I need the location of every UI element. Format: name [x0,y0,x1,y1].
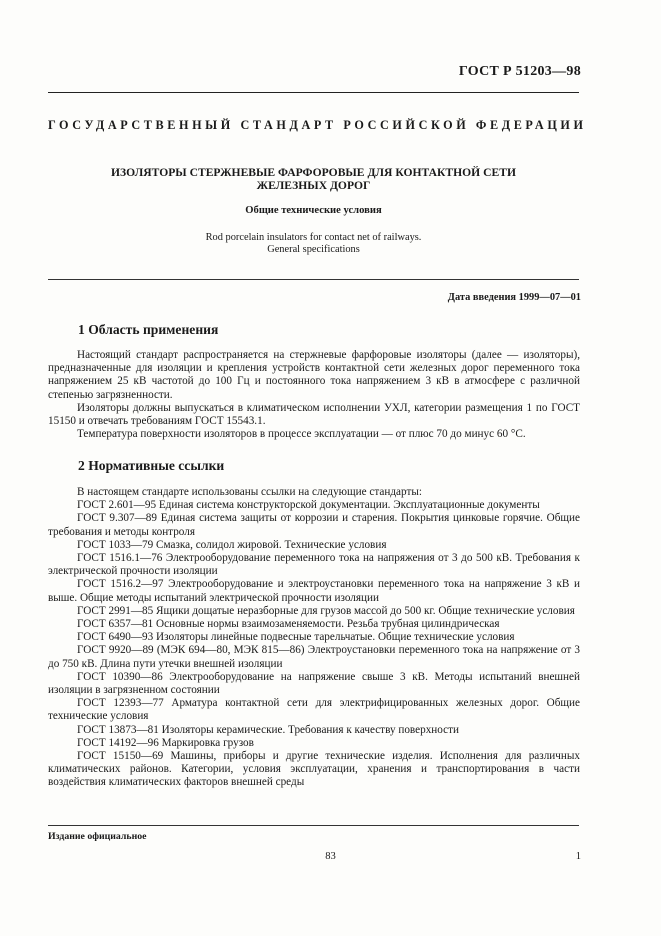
reference-item: ГОСТ 6357—81 Основные нормы взаимозаменяемости. Резьба трубная цилиндрическая [77,618,500,631]
section-1-heading: 1 Область применения [78,322,219,337]
document-title [48,166,579,192]
section-1-paragraph: Настоящий стандарт распространяется на стержневые фарфоровые изоляторы (далее — изоляторы), предназначенные для изоляции и крепления устройств контактной сети железных дорог переменного тока напряжением 25 кВ частотой до 100 Гц и постоянного тока напряжением 3 кВ в атмосфере с различной степенью загрязненности. [48,349,580,401]
reference-item: ГОСТ 9.307—89 Единая система защиты от коррозии и старения. Покрытия цинковые горячие. Общие требования и методы контроля [48,512,580,538]
section-1-paragraph: Температура поверхности изоляторов в процессе эксплуатации — от плюс 70 до минус 60 °С. [77,428,526,441]
gost-code: ГОСТ Р 51203—98 [458,64,581,79]
reference-item: ГОСТ 13873—81 Изоляторы керамические. Требования к качеству поверхности [77,723,460,736]
reference-item: ГОСТ 6490—93 Изоляторы линейные подвесные тарельчатые. Общие технические условия [77,631,515,644]
references-lead: В настоящем стандарте использованы ссылки на следующие стандарты: [77,486,422,498]
english-title-line2: General specifications [267,244,360,255]
normative-references-list [48,486,580,790]
reference-item: ГОСТ 1516.2—97 Электрооборудование и электроустановки переменного тока на напряжение 3 кВ и выше. Общие методы испытаний электрической прочности изоляции [48,578,580,604]
reference-item: ГОСТ 2.601—95 Единая система конструкторской документации. Эксплуатационные документы [77,499,540,512]
reference-item: ГОСТ 9920—89 (МЭК 694—80, МЭК 815—86) Электроустановки переменного тока на напряжение от 3 до 750 кВ. Длина пути утечки внешней изоляции [48,644,580,670]
reference-item: ГОСТ 12393—77 Арматура контактной сети для электрифицированных железных дорог. Общие технические условия [48,697,580,723]
page-number: 83 [325,851,336,862]
reference-item: ГОСТ 1033—79 Смазка, солидол жировой. Технические условия [77,538,387,551]
document-subtitle: Общие технические условия [245,205,382,216]
reference-item: ГОСТ 2991—85 Ящики дощатые неразборные для грузов массой до 500 кг. Общие технические условия [77,604,575,617]
english-title [48,232,579,256]
document-title-line2: ЖЕЛЕЗНЫХ ДОРОГ [256,179,371,192]
state-standard-title: ГОСУДАРСТВЕННЫЙ СТАНДАРТ РОССИЙСКОЙ ФЕДЕРАЦИИ [48,118,587,132]
official-edition-label: Издание официальное [48,831,147,842]
reference-item: ГОСТ 15150—69 Машины, приборы и другие технические изделия. Исполнения для различных климатических районов. Категории, условия эксплуатации, хранения и транспортирования в части воздействия климатических факторов внешней среды [48,750,580,789]
section-1-body [48,349,580,441]
title-rule [48,279,579,280]
reference-item: ГОСТ 10390—86 Электрооборудование на напряжение свыше 3 кВ. Методы испытаний внешней изоляции в загрязненном состоянии [48,670,580,697]
english-title-line1: Rod porcelain insulators for contact net of railways. [205,232,422,243]
section-2-heading: 2 Нормативные ссылки [78,458,225,473]
introduction-date: Дата введения 1999—07—01 [447,292,581,303]
section-1-paragraph: Изоляторы должны выпускаться в климатическом исполнении УХЛ, категории размещения 1 по ГОСТ 15150 и отвечать требованиям ГОСТ 15543.1. [48,401,580,428]
sheet-number: 1 [575,851,581,862]
document-title-line1: ИЗОЛЯТОРЫ СТЕРЖНЕВЫЕ ФАРФОРОВЫЕ ДЛЯ КОНТАКТНОЙ СЕТИ [111,166,516,179]
reference-item: ГОСТ 1516.1—76 Электрооборудование переменного тока на напряжения от 3 до 500 кВ. Требования к электрической прочности изоляции [48,552,580,578]
header-rule [48,92,579,93]
footer-rule [48,825,579,826]
reference-item: ГОСТ 14192—96 Маркировка грузов [77,736,254,749]
